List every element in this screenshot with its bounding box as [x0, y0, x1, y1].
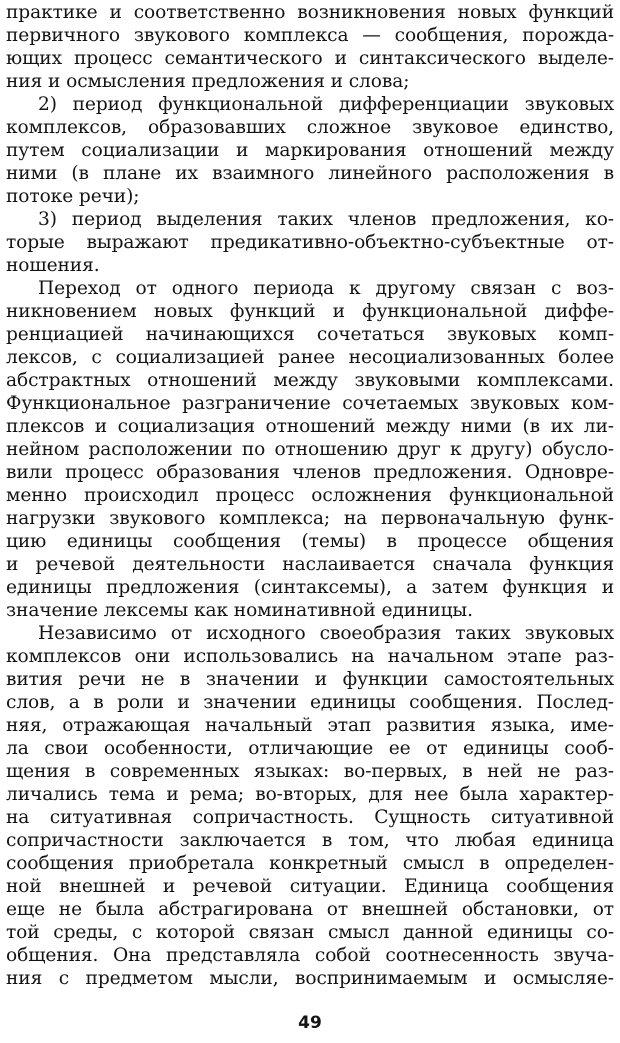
text-line: ношения. [6, 255, 100, 276]
text-line: вития речи не в значении и функции самостоятельных [6, 669, 614, 690]
text-line: комплексов они использовались на начальном этапе раз- [6, 646, 614, 667]
text-line: нейном расположении по отношению друг к другу) обусло- [6, 439, 614, 460]
text-line: торые выражают предикативно-объектно-субъектные от- [6, 232, 614, 253]
text-line: ла свои особенности, отличающие ее от единицы сооб- [6, 738, 614, 759]
text-line: единицы предложения (синтаксемы), а затем функция и [6, 577, 614, 598]
paragraph-first-line: Переход от одного периода к другому связан с воз- [38, 278, 614, 299]
text-line: первичного звукового комплекса — сообщения, порожда- [6, 25, 614, 46]
text-line: никновением новых функций и функциональной диффе- [6, 301, 614, 322]
text-line: потоке речи); [6, 186, 140, 207]
text-line: щения в современных языках: во-первых, в ней не раз- [6, 761, 614, 782]
paragraph-first-line: Независимо от исходного своеобразия таких звуковых [38, 623, 614, 644]
text-line: ними (в плане их взаимного линейного расположения в [6, 163, 614, 184]
text-line: цию единицы сообщения (темы) в процессе общения [6, 531, 614, 552]
page-number: 49 [298, 1013, 322, 1033]
text-line: ния с предметом мысли, воспринимаемым и осмысляе- [6, 968, 614, 989]
text-line: абстрактных отношений между звуковыми комплексами. [6, 370, 614, 391]
text-line: личались тема и рема; во-вторых, для нее была характер- [6, 784, 614, 805]
book-page [6, 0, 614, 1043]
text-line: ной внешней и речевой ситуации. Единица сообщения [6, 876, 614, 897]
text-line: еще не была абстрагирована от внешней обстановки, от [6, 899, 614, 920]
text-line: путем социализации и маркирования отношений между [6, 140, 614, 161]
text-line: ренциацией начинающихся сочетаться звуковых комп- [6, 324, 614, 345]
text-line: Функциональное разграничение сочетаемых звуковых ком- [6, 393, 614, 414]
text-line: сообщения приобретала конкретный смысл в определен- [6, 853, 614, 874]
text-line: практике и соответственно возникновения новых функций [6, 2, 614, 23]
text-line: лексов, с социализацией ранее несоциализованных более [6, 347, 614, 368]
text-line: ющих процесс семантического и синтаксического выделе- [6, 48, 614, 69]
text-line: менно происходил процесс осложнения функциональной [6, 485, 614, 506]
text-line: плексов и социализация отношений между ними (в их ли- [6, 416, 614, 437]
text-line: той среды, с которой связан смысл данной единицы со- [6, 922, 614, 943]
text-line: няя, отражающая начальный этап развития языка, име- [6, 715, 614, 736]
text-line: вили процесс образования членов предложения. Одновре- [6, 462, 614, 483]
text-line: нагрузки звукового комплекса; на первоначальную функ- [6, 508, 614, 529]
text-line: общения. Она представляла собой соотнесенность звуча- [6, 945, 614, 966]
text-line: на ситуативная сопричастность. Сущность ситуативной [6, 807, 614, 828]
paragraph-first-line: 2) период функциональной дифференциации звуковых [38, 94, 614, 115]
text-line: сопричастности заключается в том, что любая единица [6, 830, 614, 851]
paragraph-first-line: 3) период выделения таких членов предложения, ко- [38, 209, 614, 230]
text-line: и речевой деятельности наслаивается сначала функция [6, 554, 614, 575]
text-line: слов, а в роли и значении единицы сообщения. Послед- [6, 692, 614, 713]
text-line: ния и осмысления предложения и слова; [6, 71, 410, 92]
text-line: комплексов, образовавших сложное звуковое единство, [6, 117, 614, 138]
text-line: значение лексемы как номинативной единицы. [6, 600, 473, 621]
